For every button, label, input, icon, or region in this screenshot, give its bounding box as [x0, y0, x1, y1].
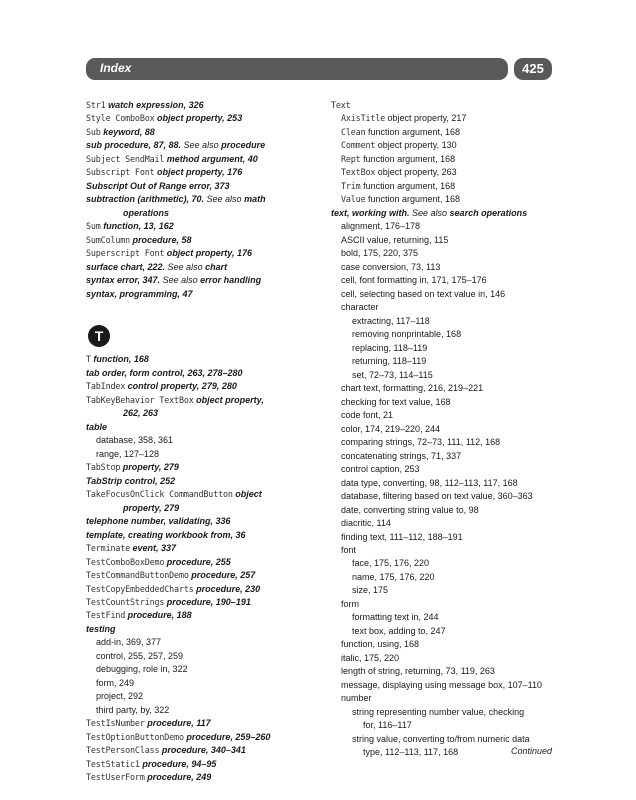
index-entry-text: function, using, 168	[341, 639, 420, 650]
index-entry-text: See also	[165, 261, 206, 272]
index-entry-text: telephone number, validating, 336	[86, 516, 231, 527]
index-entry-text: for, 116–117	[363, 720, 412, 731]
index-entry-text: object property, 176	[164, 248, 252, 259]
index-entry	[331, 315, 556, 328]
index-entry-text: See also	[204, 194, 245, 205]
index-entry-text: date, converting string value to, 98	[341, 504, 479, 515]
index-entry-text: ASCII value, returning, 115	[341, 234, 449, 245]
index-entry-text: message, displaying using message box, 107–110	[341, 679, 542, 690]
index-entry	[331, 584, 556, 597]
index-entry	[86, 367, 322, 380]
index-code-term: Trim	[341, 180, 361, 191]
index-entry	[331, 436, 556, 449]
index-entry	[86, 717, 322, 730]
index-entry	[331, 234, 556, 247]
index-entry	[86, 663, 322, 676]
index-entry	[331, 301, 556, 314]
index-entry-text: method argument, 40	[164, 153, 258, 164]
index-entry	[86, 596, 322, 609]
index-code-term: TakeFocusOnClick CommandButton	[86, 489, 233, 500]
index-entry-text: extracting, 117–118	[352, 315, 430, 326]
index-entry	[331, 611, 556, 624]
index-entry	[331, 490, 556, 503]
index-entry-text: color, 174, 219–220, 244	[341, 423, 441, 434]
index-entry-text: TabStrip control, 252	[86, 475, 176, 486]
index-entry	[331, 598, 556, 611]
index-entry	[86, 139, 322, 152]
page-number: 425	[514, 58, 552, 80]
index-entry-text: See also	[409, 207, 450, 218]
index-entry	[331, 625, 556, 638]
index-entry	[331, 328, 556, 341]
index-entry-text: concatenating strings, 71, 337	[341, 450, 462, 461]
index-entry-text: number	[341, 693, 372, 704]
index-entry-text: control, 255, 257, 259	[96, 650, 184, 661]
index-entry	[86, 758, 322, 771]
index-entry-text: object property, 176	[154, 167, 243, 178]
index-entry	[331, 733, 556, 746]
index-entry	[86, 636, 322, 649]
index-entry	[86, 247, 322, 260]
index-entry	[331, 423, 556, 436]
index-entry	[86, 650, 322, 663]
index-entry-text: control property, 279, 280	[125, 381, 237, 392]
index-entry	[86, 556, 322, 569]
index-entry	[331, 517, 556, 530]
index-entry-text: subtraction (arithmetic), 70.	[86, 194, 205, 205]
index-entry	[86, 475, 322, 488]
index-entry-text: procedure, 190–191	[164, 596, 251, 607]
index-entry	[331, 544, 556, 557]
index-entry	[86, 353, 322, 366]
index-entry-text: procedure, 249	[144, 772, 212, 783]
index-entry-text: object property, 253	[154, 113, 243, 124]
index-entry-text: checking for text value, 168	[341, 396, 451, 407]
index-code-term: TestFind	[86, 610, 126, 621]
index-entry	[86, 771, 322, 784]
index-entry	[86, 261, 322, 274]
index-entry-text: string representing number value, checking	[352, 706, 525, 717]
index-code-term: TestCopyEmbeddedCharts	[86, 583, 194, 594]
index-entry-text: object property, 217	[385, 113, 467, 124]
index-entry-text: length of string, returning, 73, 119, 263	[341, 666, 495, 677]
index-entry-text: procedure, 188	[125, 610, 192, 621]
index-entry-text: procedure, 340–341	[159, 745, 246, 756]
index-entry-text: operations	[123, 207, 170, 218]
index-entry	[331, 261, 556, 274]
index-entry-text: procedure, 230	[193, 583, 261, 594]
index-code-term: SumColumn	[86, 234, 131, 245]
index-code-term: TabStop	[86, 462, 121, 473]
index-entry-text: object property, 130	[375, 140, 457, 151]
index-entry-text: event, 337	[130, 543, 177, 554]
index-code-term: Clean	[341, 126, 366, 137]
index-entry	[86, 153, 322, 166]
index-entry-text: template, creating workbook from, 36	[86, 529, 246, 540]
index-code-term: TextBox	[341, 167, 376, 178]
index-code-term: TestCommandButtonDemo	[86, 570, 189, 581]
index-entry	[86, 234, 322, 247]
index-entry	[331, 112, 556, 125]
index-entry	[331, 220, 556, 233]
index-entry-text: function argument, 168	[365, 126, 461, 137]
index-entry	[331, 126, 556, 139]
index-entry-text: syntax, programming, 47	[86, 288, 193, 299]
index-entry-text: code font, 21	[341, 410, 394, 421]
index-code-term: Comment	[341, 140, 376, 151]
index-entry	[86, 569, 322, 582]
index-code-term: TabKeyBehavior TextBox	[86, 394, 194, 405]
index-entry	[86, 166, 322, 179]
index-entry-text: function, 13, 162	[100, 221, 174, 232]
index-entry-text: alignment, 176–178	[341, 221, 421, 232]
index-entry-text: chart	[205, 261, 228, 272]
index-entry-text: math	[244, 194, 266, 205]
index-entry-text: font	[341, 544, 357, 555]
index-entry	[86, 288, 322, 301]
index-entry	[331, 665, 556, 678]
index-entry-text: property, 279	[123, 502, 180, 513]
index-entry	[86, 421, 322, 434]
index-code-term: Value	[341, 194, 366, 205]
index-entry	[331, 153, 556, 166]
index-entry-text: keyword, 88	[100, 126, 155, 137]
index-entry	[86, 207, 322, 220]
index-code-term: Str1	[86, 100, 106, 110]
index-code-term: TestUserForm	[86, 772, 145, 783]
index-code-term: TestIsNumber	[86, 718, 145, 729]
index-entry-text: function argument, 168	[360, 153, 456, 164]
index-column-left	[86, 99, 322, 785]
index-entry-text: name, 175, 176, 220	[352, 571, 435, 582]
index-entry-text: procedure, 255	[164, 556, 231, 567]
index-code-term: Rept	[341, 153, 361, 164]
index-entry	[86, 731, 322, 744]
index-entry-text: set, 72–73, 114–115	[352, 369, 433, 380]
index-entry-text: object property,	[193, 394, 264, 405]
index-entry-text: surface chart, 222.	[86, 261, 166, 272]
index-code-term: TestCountStrings	[86, 596, 165, 607]
index-entry	[86, 515, 322, 528]
running-header-bar	[86, 58, 508, 80]
index-entry-text: text box, adding to, 247	[352, 625, 446, 636]
index-code-term: Text	[331, 100, 351, 110]
index-entry	[86, 380, 322, 393]
index-entry-text: character	[341, 302, 379, 313]
index-entry	[86, 583, 322, 596]
index-column-right	[331, 99, 556, 760]
index-entry	[86, 448, 322, 461]
index-entry	[331, 450, 556, 463]
index-entry-text: face, 175, 176, 220	[352, 558, 430, 569]
index-entry	[86, 180, 322, 193]
continued-note: Continued	[510, 746, 552, 756]
index-entry-text: removing nonprintable, 168	[352, 329, 462, 340]
index-entry	[331, 139, 556, 152]
index-entry	[331, 355, 556, 368]
index-entry-text: object	[232, 489, 262, 500]
index-entry	[86, 542, 322, 555]
index-entry-text: function argument, 168	[365, 194, 461, 205]
index-entry-text: add-in, 369, 377	[96, 637, 162, 648]
index-code-term: TestStatic1	[86, 758, 140, 769]
index-code-term: Style ComboBox	[86, 113, 155, 124]
index-code-term: T	[86, 354, 91, 365]
index-entry-text: property, 279	[120, 462, 179, 473]
index-entry	[331, 463, 556, 476]
index-entry-text: database, filtering based on text value, 360–363	[341, 491, 533, 502]
index-entry	[86, 704, 322, 717]
index-entry	[86, 488, 322, 501]
index-code-term: TabIndex	[86, 381, 126, 392]
index-entry-text: database, 358, 361	[96, 435, 174, 446]
index-entry	[331, 193, 556, 206]
index-entry-text: string value, converting to/from numeric data	[352, 733, 530, 744]
index-entry	[331, 477, 556, 490]
index-entry-text: syntax error, 347.	[86, 275, 161, 286]
index-entry-text: replacing, 118–119	[352, 342, 428, 353]
index-entry	[331, 719, 556, 732]
index-entry-text: form	[341, 598, 359, 609]
index-entry-text: procedure, 257	[188, 570, 256, 581]
index-entry	[331, 166, 556, 179]
index-entry	[331, 396, 556, 409]
index-entry	[331, 99, 556, 112]
index-entry-text: diacritic, 114	[341, 518, 391, 529]
index-entry	[331, 274, 556, 287]
index-entry	[86, 394, 322, 407]
index-entry	[86, 126, 322, 139]
index-entry-text: error handling	[200, 275, 262, 286]
index-entry-text: procedure, 94–95	[139, 758, 217, 769]
index-entry	[86, 461, 322, 474]
index-code-term: Subject SendMail	[86, 153, 165, 164]
index-entry	[86, 434, 322, 447]
index-entry	[86, 744, 322, 757]
index-entry	[331, 504, 556, 517]
index-entry-text: function, 168	[90, 354, 149, 365]
index-entry-text: chart text, formatting, 216, 219–221	[341, 383, 484, 394]
index-entry-text: case conversion, 73, 113	[341, 261, 441, 272]
index-entry-text: tab order, form control, 263, 278–280	[86, 367, 243, 378]
index-entry-text: third party, by, 322	[96, 704, 170, 715]
index-entry-text: search operations	[449, 207, 528, 218]
index-entry	[331, 571, 556, 584]
index-entry	[86, 407, 322, 420]
section-letter-badge: T	[88, 325, 110, 347]
index-entry	[86, 529, 322, 542]
index-entry-text: procedure, 58	[130, 234, 192, 245]
index-entry	[86, 193, 322, 206]
index-entry-text: sub procedure, 87, 88.	[86, 140, 182, 151]
index-entry	[331, 288, 556, 301]
index-entry-text: data type, converting, 98, 112–113, 117, 168	[341, 477, 518, 488]
index-code-term: Sum	[86, 221, 101, 232]
index-entry-text: formatting text in, 244	[352, 612, 439, 623]
index-code-term: TestOptionButtonDemo	[86, 731, 184, 742]
index-entry	[331, 207, 556, 220]
index-entry-text: 262, 263	[123, 408, 159, 419]
index-entry	[331, 679, 556, 692]
index-entry-text: finding text, 111–112, 188–191	[341, 531, 463, 542]
index-entry	[331, 706, 556, 719]
index-entry-text: text, working with.	[331, 207, 410, 218]
index-entry-text: procedure, 259–260	[183, 731, 271, 742]
index-entry	[86, 99, 322, 112]
index-entry	[331, 382, 556, 395]
index-entry	[331, 557, 556, 570]
index-entry-text: See also	[181, 140, 222, 151]
index-entry-text: italic, 175, 220	[341, 652, 400, 663]
index-entry	[86, 609, 322, 622]
index-entry	[331, 247, 556, 260]
index-code-term: Superscript Font	[86, 248, 165, 259]
index-entry	[331, 369, 556, 382]
index-entry	[86, 220, 322, 233]
index-entry	[86, 690, 322, 703]
index-code-term: Terminate	[86, 543, 131, 554]
index-entry-text: cell, font formatting in, 171, 175–176	[341, 275, 487, 286]
index-entry-text: form, 249	[96, 677, 135, 688]
index-entry-text: comparing strings, 72–73, 111, 112, 168	[341, 437, 501, 448]
index-entry	[86, 677, 322, 690]
index-entry-text: control caption, 253	[341, 464, 420, 475]
running-header-title: Index	[100, 61, 132, 75]
index-entry-text: project, 292	[96, 691, 144, 702]
index-code-term: TestComboBoxDemo	[86, 556, 165, 567]
index-entry	[86, 502, 322, 515]
index-entry-text: debugging, role in, 322	[96, 664, 188, 675]
index-entry-text: range, 127–128	[96, 448, 160, 459]
index-entry	[331, 531, 556, 544]
index-entry-text: procedure, 117	[144, 718, 211, 729]
index-entry-text: watch expression, 326	[105, 100, 204, 110]
index-entry-text: object property, 263	[375, 167, 457, 178]
index-entry-text: size, 175	[352, 585, 389, 596]
index-entry	[86, 274, 322, 287]
index-entry-text: See also	[160, 275, 201, 286]
index-code-term: Sub	[86, 126, 101, 137]
index-entry-text: type, 112–113, 117, 168	[363, 747, 459, 758]
index-entry-text: bold, 175, 220, 375	[341, 248, 419, 259]
index-entry	[331, 409, 556, 422]
index-entry-text: function argument, 168	[360, 180, 456, 191]
index-entry-text: testing	[86, 623, 116, 634]
index-entry	[86, 623, 322, 636]
index-entry-text: Subscript Out of Range error, 373	[86, 180, 230, 191]
index-entry	[86, 112, 322, 125]
index-code-term: Subscript Font	[86, 167, 155, 178]
index-entry-text: procedure	[221, 140, 266, 151]
index-code-term: AxisTitle	[341, 113, 386, 124]
index-entry	[331, 180, 556, 193]
index-entry	[331, 342, 556, 355]
index-entry-text: cell, selecting based on text value in, 146	[341, 288, 506, 299]
index-entry	[331, 692, 556, 705]
index-entry	[331, 652, 556, 665]
index-entry-text: table	[86, 421, 108, 432]
index-entry	[331, 638, 556, 651]
index-entry-text: returning, 118–119	[352, 356, 427, 367]
section-gap	[86, 301, 322, 319]
index-code-term: TestPersonClass	[86, 745, 160, 756]
